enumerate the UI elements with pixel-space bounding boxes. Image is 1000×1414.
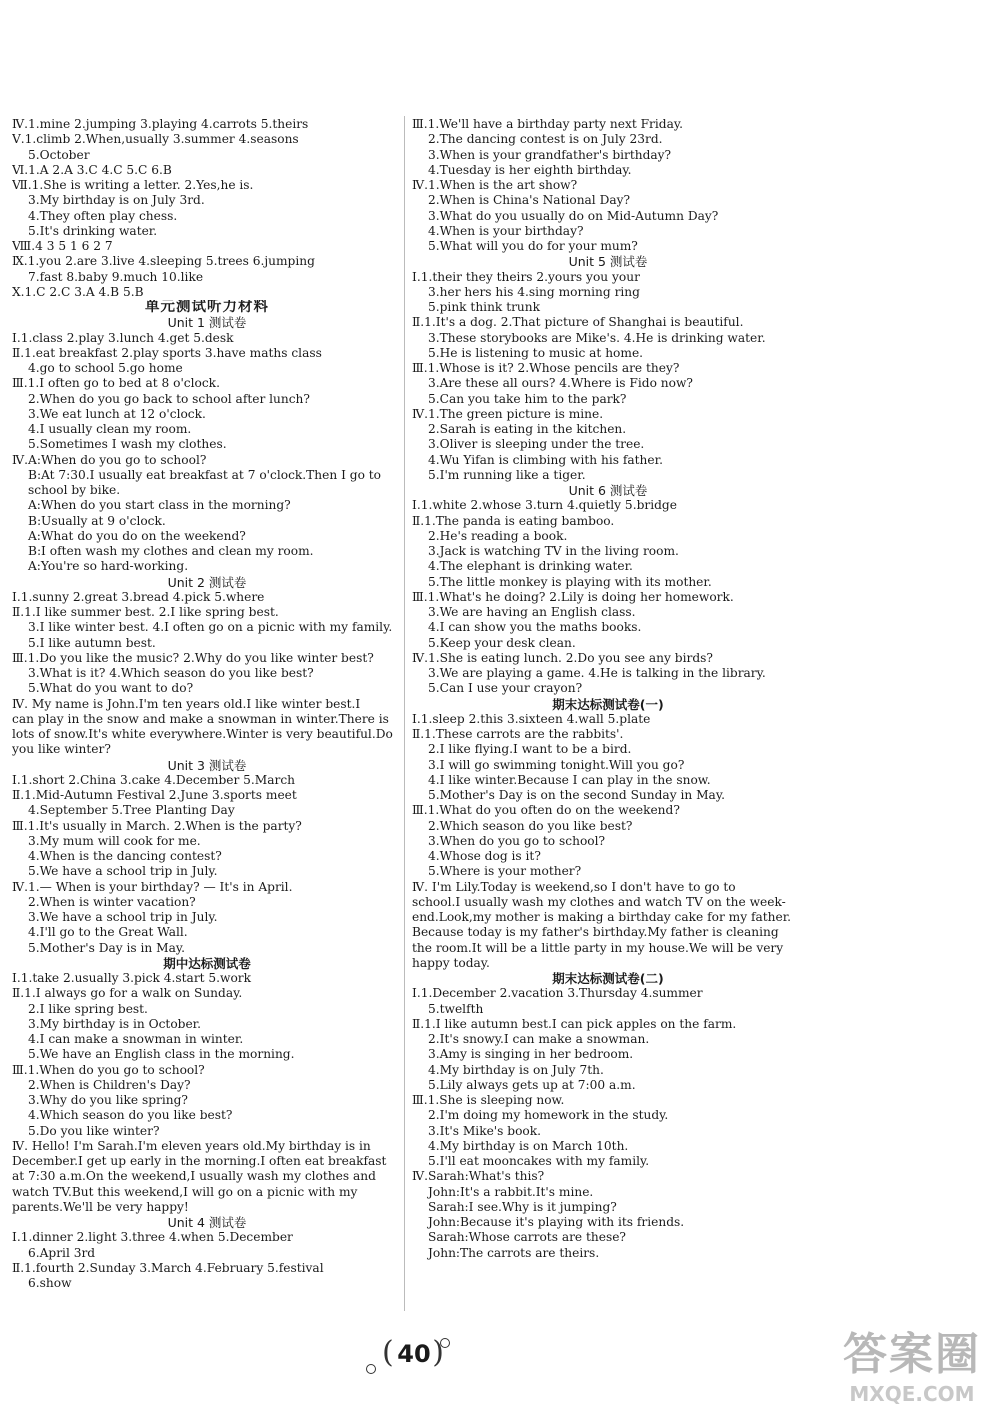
text-line: at 7:30 a.m.On the weekend,I usually wash my clothes and xyxy=(12,1169,376,1184)
text-line: can play in the snow and make a snowman in winter.There is xyxy=(12,711,389,726)
text-line: end.Look,my mother is making a birthday cake for my father. xyxy=(412,910,792,924)
text-line: 5.I'm running like a tiger. xyxy=(428,467,586,482)
text-line: 4.My birthday is on March 10th. xyxy=(428,1138,629,1153)
text-line: John:It's a rabbit.It's mine. xyxy=(428,1184,594,1199)
text-line: A:What do you do on the weekend? xyxy=(28,528,246,543)
text-line: 2.It's snowy.I can make a snowman. xyxy=(428,1032,650,1046)
text-line: A:You're so hard-working. xyxy=(28,559,189,574)
text-line: 5.What do you want to do? xyxy=(28,681,194,696)
text-line: 3.My birthday is in October. xyxy=(28,1016,202,1031)
text-line: Ⅰ.1.sunny 2.great 3.bread 4.pick 5.where xyxy=(12,589,265,604)
text-line: happy today. xyxy=(412,955,490,970)
section-heading: Unit 6 测试卷 xyxy=(568,483,648,498)
text-line: 5.Where is your mother? xyxy=(428,864,582,879)
text-line: Ⅵ.1.A 2.A 3.C 4.C 5.C 6.B xyxy=(12,162,172,177)
right-column xyxy=(412,117,804,1261)
section-heading: Unit 1 测试卷 xyxy=(167,315,247,331)
text-line: Because today is my father's birthday.My father is cleaning xyxy=(412,925,779,940)
text-line: 5.I like autumn best. xyxy=(28,635,156,650)
text-line: 3.When do you go to school? xyxy=(428,833,606,848)
text-line: Ⅲ.1.When do you go to school? xyxy=(12,1062,205,1077)
text-line: 5.October xyxy=(28,147,90,162)
text-line: Ⅱ.1.These carrots are the rabbits'. xyxy=(412,727,624,741)
text-line: Ⅱ.1.I like summer best. 2.I like spring best. xyxy=(12,605,279,619)
text-line: 3.Oliver is sleeping under the tree. xyxy=(428,437,645,452)
text-line: 4.My birthday is on July 7th. xyxy=(428,1062,604,1077)
text-line: watch TV.But this weekend,I will go on a picnic with my xyxy=(12,1184,358,1199)
right-paren-decoration: ) xyxy=(432,1335,444,1370)
text-line: 3.Jack is watching TV in the living room. xyxy=(428,544,679,558)
text-line: 2.I'm doing my homework in the study. xyxy=(428,1108,669,1123)
text-line: 5.The little monkey is playing with its mother. xyxy=(428,574,712,589)
text-line: Ⅰ.1.December 2.vacation 3.Thursday 4.summer xyxy=(412,986,703,1001)
text-line: 4.When is your birthday? xyxy=(428,223,584,238)
section-heading: 期中达标测试卷 xyxy=(163,955,251,971)
bubble-decoration xyxy=(366,1364,376,1374)
text-line: lots of snow.It's white everywhere.Winter is very beautiful.Do xyxy=(12,727,393,741)
text-line: 5.I'll eat mooncakes with my family. xyxy=(428,1154,650,1168)
text-line: Ⅳ.Sarah:What's this? xyxy=(412,1169,545,1184)
text-line: Ⅰ.1.white 2.whose 3.turn 4.quietly 5.bridge xyxy=(412,498,677,513)
text-line: A:When do you start class in the morning? xyxy=(28,498,291,513)
text-line: Ⅳ.1.mine 2.jumping 3.playing 4.carrots 5.theirs xyxy=(12,117,309,131)
section-heading: Unit 2 测试卷 xyxy=(167,574,247,590)
text-line: Ⅴ.1.climb 2.When,usually 3.summer 4.seasons xyxy=(12,132,299,147)
text-line: 4.Wu Yifan is climbing with his father. xyxy=(428,452,663,467)
text-line: 4.I like winter.Because I can play in the snow. xyxy=(428,772,711,787)
text-line: 5.It's drinking water. xyxy=(28,223,158,238)
text-line: Ⅶ.1.She is writing a letter. 2.Yes,he is. xyxy=(12,178,254,192)
page-number-badge xyxy=(378,1334,450,1374)
text-line: 4.I can show you the maths books. xyxy=(428,620,642,635)
text-line: 5.What will you do for your mum? xyxy=(428,239,638,253)
text-line: 4.I usually clean my room. xyxy=(28,422,192,436)
text-line: Ⅳ. My name is John.I'm ten years old.I like winter best.I xyxy=(12,696,361,711)
text-line: Ⅳ. Hello! I'm Sarah.I'm eleven years old.My birthday is in xyxy=(12,1138,371,1153)
text-line: Ⅰ.1.dinner 2.light 3.three 4.when 5.December xyxy=(12,1230,293,1245)
text-line: Ⅲ.1.I often go to bed at 8 o'clock. xyxy=(12,376,220,391)
text-line: Ⅹ.1.C 2.C 3.A 4.B 5.B xyxy=(12,284,144,299)
text-line: 6.April 3rd xyxy=(28,1245,96,1260)
text-line: Ⅳ.1.The green picture is mine. xyxy=(412,406,604,421)
text-line: 6.show xyxy=(28,1276,72,1290)
text-line: 5.Do you like winter? xyxy=(28,1123,160,1138)
text-line: school by bike. xyxy=(28,483,121,497)
text-line: 3.I like winter best. 4.I often go on a picnic with my family. xyxy=(28,620,393,635)
text-line: 2.When is China's National Day? xyxy=(428,193,631,208)
text-line: 2.The dancing contest is on July 23rd. xyxy=(428,132,663,147)
text-line: 4.September 5.Tree Planting Day xyxy=(28,803,235,818)
text-line: 4.When is the dancing contest? xyxy=(28,849,222,863)
text-line: 2.Sarah is eating in the kitchen. xyxy=(428,422,627,436)
text-line: 4.I'll go to the Great Wall. xyxy=(28,925,188,940)
text-line: parents.We'll be very happy! xyxy=(12,1199,189,1214)
text-line: 2.When is winter vacation? xyxy=(28,894,196,909)
text-line: B:Usually at 9 o'clock. xyxy=(28,513,166,528)
text-line: John:The carrots are theirs. xyxy=(428,1245,600,1260)
text-line: Ⅲ.1.What do you often do on the weekend? xyxy=(412,803,680,818)
text-line: Ⅱ.1.It's a dog. 2.That picture of Shanghai is beautiful. xyxy=(412,315,744,330)
text-line: Sarah:I see.Why is it jumping? xyxy=(428,1199,617,1214)
section-heading: Unit 3 测试卷 xyxy=(167,757,247,773)
watermark-logo: 答案圈 xyxy=(843,1329,981,1380)
text-line: 3.What is it? 4.Which season do you like best? xyxy=(28,666,314,680)
text-line: 3.What do you usually do on Mid-Autumn Day? xyxy=(428,208,719,223)
section-heading: 期末达标测试卷(二) xyxy=(552,971,664,986)
text-line: 5.Mother's Day is in May. xyxy=(28,940,186,955)
text-line: Ⅳ.1.When is the art show? xyxy=(412,178,578,192)
text-line: Ⅷ.4 3 5 1 6 2 7 xyxy=(12,239,113,253)
text-line: Ⅱ.1.I always go for a walk on Sunday. xyxy=(12,986,243,1001)
text-line: 4.I can make a snowman in winter. xyxy=(28,1032,244,1046)
text-line: Ⅱ.1.eat breakfast 2.play sports 3.have maths class xyxy=(12,345,322,360)
text-line: you like winter? xyxy=(12,742,111,757)
text-line: Ⅱ.1.fourth 2.Sunday 3.March 4.February 5.festival xyxy=(12,1260,324,1275)
text-line: 5.Can I use your crayon? xyxy=(428,681,583,696)
column-divider xyxy=(404,116,405,1311)
text-line: 5.pink think trunk xyxy=(428,300,540,314)
text-line: 3.We are playing a game. 4.He is talking in the library. xyxy=(428,666,766,680)
text-line: 5.Mother's Day is on the second Sunday in May. xyxy=(428,788,725,802)
text-line: 3.Amy is singing in her bedroom. xyxy=(428,1047,634,1062)
text-line: 4.Whose dog is it? xyxy=(428,849,541,863)
text-line: Ⅱ.1.The panda is eating bamboo. xyxy=(412,513,615,528)
text-line: 2.I like spring best. xyxy=(28,1001,148,1016)
section-heading: Unit 4 测试卷 xyxy=(167,1215,247,1230)
text-line: Ⅰ.1.their they theirs 2.yours you your xyxy=(412,269,640,284)
text-line: Ⅳ. I'm Lily.Today is weekend,so I don't have to go to xyxy=(412,879,736,894)
text-line: 2.Which season do you like best? xyxy=(428,818,633,833)
text-line: Ⅰ.1.class 2.play 3.lunch 4.get 5.desk xyxy=(12,330,234,345)
text-line: 3.My birthday is on July 3rd. xyxy=(28,193,205,208)
page-number: 40 xyxy=(397,1340,431,1368)
text-line: 5.Keep your desk clean. xyxy=(428,635,576,650)
section-heading: 单元测试听力材料 xyxy=(145,300,269,315)
text-line: Ⅸ.1.you 2.are 3.live 4.sleeping 5.trees 6.jumping xyxy=(12,254,315,269)
text-line: B:At 7:30.I usually eat breakfast at 7 o'clock.Then I go to xyxy=(28,467,382,482)
text-line: Sarah:Whose carrots are these? xyxy=(428,1230,626,1245)
text-line: 3.her hers his 4.sing morning ring xyxy=(428,284,640,299)
text-line: Ⅰ.1.take 2.usually 3.pick 4.start 5.work xyxy=(12,971,252,985)
text-line: Ⅲ.1.Whose is it? 2.Whose pencils are they? xyxy=(412,361,680,375)
text-line: B:I often wash my clothes and clean my room. xyxy=(28,544,314,558)
text-line: 4.Tuesday is her eighth birthday. xyxy=(428,162,632,177)
text-line: Ⅲ.1.What's he doing? 2.Lily is doing her homework. xyxy=(412,589,734,604)
text-line: 5.We have an English class in the morning. xyxy=(28,1047,295,1062)
text-line: 3.My mum will cook for me. xyxy=(28,833,201,848)
text-line: 3.These storybooks are Mike's. 4.He is drinking water. xyxy=(428,330,766,345)
text-line: 3.Why do you like spring? xyxy=(28,1093,188,1107)
watermark-url: MXQE.COM xyxy=(849,1382,975,1406)
text-line: 3.I will go swimming tonight.Will you go? xyxy=(428,757,685,772)
text-line: Ⅳ.A:When do you go to school? xyxy=(12,452,207,467)
text-line: 4.The elephant is drinking water. xyxy=(428,559,633,574)
section-heading: 期末达标测试卷(一) xyxy=(552,696,664,712)
text-line: 5.Sometimes I wash my clothes. xyxy=(28,437,227,452)
text-line: Ⅲ.1.She is sleeping now. xyxy=(412,1093,565,1107)
left-paren-decoration: ( xyxy=(382,1335,394,1370)
text-line: 2.I like flying.I want to be a bird. xyxy=(428,742,632,757)
bubble-decoration xyxy=(440,1338,450,1348)
text-line: Ⅲ.1.We'll have a birthday party next Friday. xyxy=(412,117,683,131)
text-line: 3.We eat lunch at 12 o'clock. xyxy=(28,406,206,421)
text-line: 7.fast 8.baby 9.much 10.like xyxy=(28,269,204,284)
text-line: John:Because it's playing with its friends. xyxy=(428,1215,685,1229)
text-line: December.I get up early in the morning.I often eat breakfast xyxy=(12,1154,387,1168)
text-line: 5.Can you take him to the park? xyxy=(428,391,627,406)
text-line: Ⅲ.1.It's usually in March. 2.When is the party? xyxy=(12,818,302,833)
text-line: 3.It's Mike's book. xyxy=(428,1123,542,1138)
text-line: 3.When is your grandfather's birthday? xyxy=(428,147,672,162)
text-line: 3.Are these all ours? 4.Where is Fido now? xyxy=(428,376,693,391)
text-line: 2.He's reading a book. xyxy=(428,528,568,543)
text-line: the room.It will be a little party in my house.We will be very xyxy=(412,940,784,955)
text-line: 5.twelfth xyxy=(428,1001,484,1016)
text-line: 4.Which season do you like best? xyxy=(28,1108,233,1123)
text-line: Ⅳ.1.She is eating lunch. 2.Do you see any birds? xyxy=(412,650,713,665)
text-line: 5.He is listening to music at home. xyxy=(428,345,644,360)
watermark xyxy=(832,1318,992,1408)
text-line: 2.When do you go back to school after lunch? xyxy=(28,391,310,406)
text-line: 4.They often play chess. xyxy=(28,208,178,223)
text-line: Ⅱ.1.Mid-Autumn Festival 2.June 3.sports meet xyxy=(12,788,297,802)
text-line: Ⅰ.1.short 2.China 3.cake 4.December 5.March xyxy=(12,772,296,787)
text-line: 5.We have a school trip in July. xyxy=(28,864,218,879)
text-line: Ⅲ.1.Do you like the music? 2.Why do you like winter best? xyxy=(12,650,374,665)
text-line: Ⅱ.1.I like autumn best.I can pick apples on the farm. xyxy=(412,1016,737,1031)
text-line: 2.When is Children's Day? xyxy=(28,1077,191,1092)
text-line: 4.go to school 5.go home xyxy=(28,361,183,375)
text-line: 5.Lily always gets up at 7:00 a.m. xyxy=(428,1077,636,1092)
text-line: Ⅳ.1.— When is your birthday? — It's in April. xyxy=(12,879,293,894)
text-line: 3.We have a school trip in July. xyxy=(28,910,218,924)
text-line: school.I usually wash my clothes and watch TV on the week- xyxy=(412,894,786,909)
left-column xyxy=(12,117,402,1291)
section-heading: Unit 5 测试卷 xyxy=(568,254,648,270)
text-line: Ⅰ.1.sleep 2.this 3.sixteen 4.wall 5.plate xyxy=(412,711,651,726)
text-line: 3.We are having an English class. xyxy=(428,605,636,619)
